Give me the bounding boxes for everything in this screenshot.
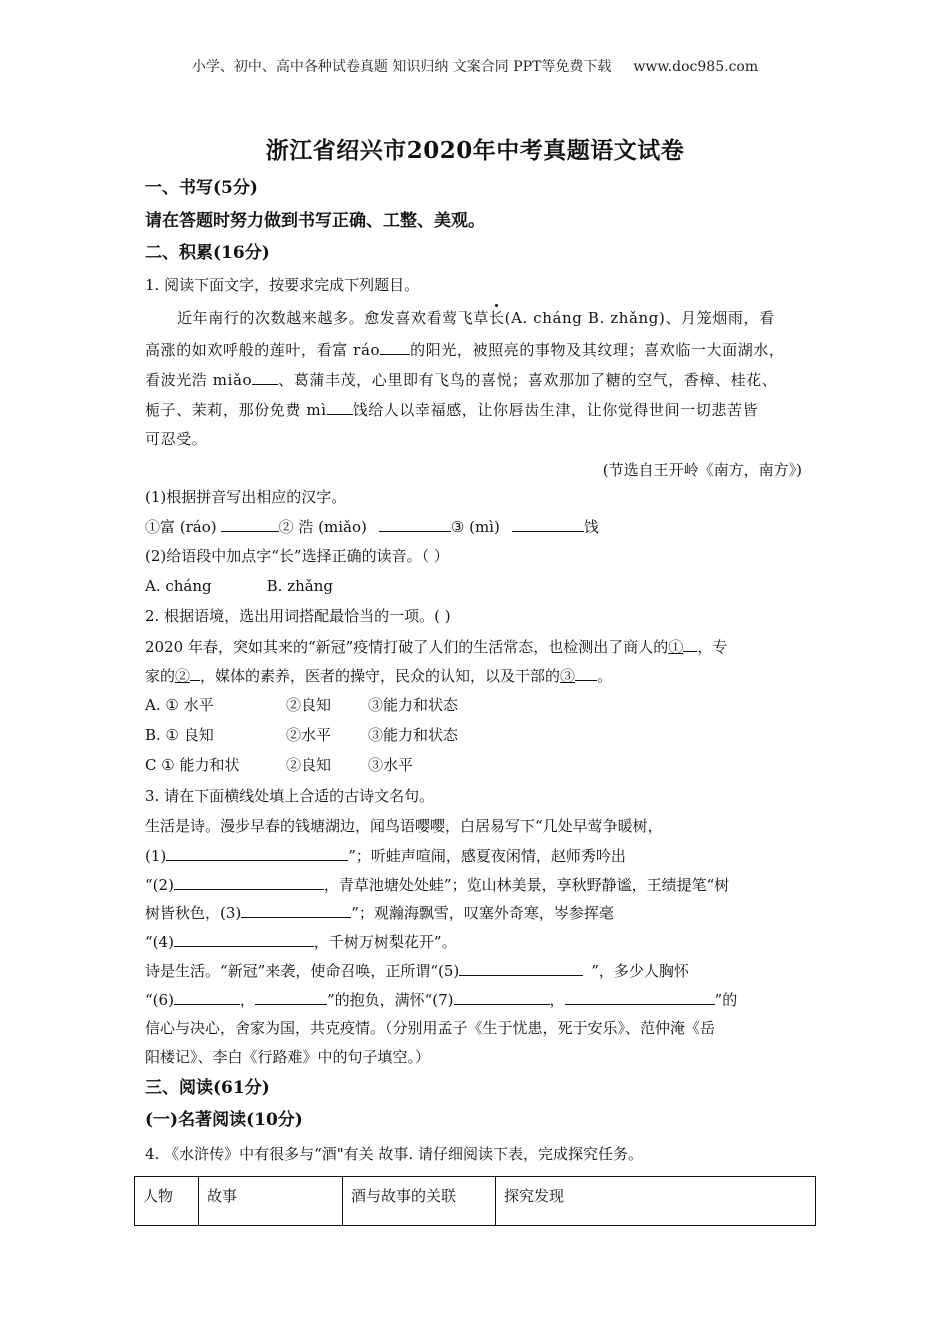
q1-passage-line-2: 高涨的如欢呼般的莲叶，看富 ráo 的阳光，被照亮的事物及其纹理；喜欢临一大面湖水， xyxy=(145,341,785,359)
q2-option-b[interactable]: B. ① 良知 ②水平 ③能力和状态 xyxy=(145,726,459,744)
q2-option-c[interactable]: C ① 能力和状 ②良知 ③水平 xyxy=(145,756,414,774)
header-site-link[interactable]: www.doc985.com xyxy=(633,59,759,75)
blank-1[interactable]: ① xyxy=(668,638,684,656)
q4-prompt: 4. 《水浒传》中有很多与“酒"有关 故事. 请仔细阅读下表，完成探究任务。 xyxy=(145,1145,643,1163)
q3-line-5: “(4) ，千树万树梨花开”。 xyxy=(145,933,457,951)
page-header xyxy=(0,56,950,76)
q3-prompt: 3. 请在下面横线处填上合适的古诗文名句。 xyxy=(145,787,435,805)
section-2-heading: 二、积累(16分) xyxy=(145,243,270,263)
option-b[interactable]: B. zhǎng xyxy=(266,577,333,595)
q1-passage-line-1: 近年南行的次数越来越多。愈发喜欢看莺飞草长(A. cháng B. zhǎng)、月笼烟雨，看 xyxy=(177,309,775,327)
q3-line-6: 诗是生活。“新冠”来袭，使命召唤，正所谓“(5) ”，多少人胸怀 xyxy=(145,962,689,980)
blank-mi[interactable] xyxy=(327,400,353,415)
q2-context-line-1: 2020 年春，突如其来的“新冠”疫情打破了人们的生活常态，也检测出了商人的① ，专 xyxy=(145,638,728,656)
poem-blank-5[interactable] xyxy=(459,961,583,976)
table-header-cell: 故事 xyxy=(199,1177,343,1226)
q1-passage-line-5: 可忍受。 xyxy=(145,430,208,448)
q3-line-9: 阳楼记》、李白《行路难》中的句子填空。） xyxy=(145,1048,431,1066)
exam-title: 浙江省绍兴市2020年中考真题语文试卷 xyxy=(265,137,685,164)
poem-blank-3[interactable] xyxy=(241,903,351,918)
section-3-heading: 三、阅读(61分) xyxy=(145,1078,270,1098)
poem-blank-7b[interactable] xyxy=(565,990,715,1005)
q2-prompt: 2. 根据语境，选出用词搭配最恰当的一项。( ) xyxy=(145,607,451,625)
q1-passage-line-3: 看波光浩 miǎo 、葛蒲丰茂，心里即有飞鸟的喜悦；喜欢那加了糖的空气，香樟、桂花、 xyxy=(145,371,778,389)
q3-line-7: “(6) ， ”的抱负，满怀“(7) ， ”的 xyxy=(145,991,738,1009)
table-header-cell: 探究发现 xyxy=(496,1177,816,1226)
answer-blank-miao[interactable] xyxy=(379,517,451,532)
poem-blank-7a[interactable] xyxy=(454,990,550,1005)
poem-blank-6b[interactable] xyxy=(255,990,327,1005)
table-header-cell: 人物 xyxy=(135,1177,199,1226)
q3-line-1: 生活是诗。漫步早春的钱塘湖边，闻鸟语嘤嘤，白居易写下“几处早莺争暖树， xyxy=(145,817,663,835)
q3-line-2: (1) ”；听蛙声喧闹，感夏夜闲情，赵师秀吟出 xyxy=(145,847,626,865)
q1-sub2-prompt: (2)给语段中加点字“长”选择正确的读音。（ ） xyxy=(145,547,449,565)
q3-line-4: 树皆秋色，(3) ”；观瀚海飘雪，叹塞外奇寒，岑参挥毫 xyxy=(145,904,614,922)
blank-miao[interactable] xyxy=(252,370,278,385)
q2-context-line-2: 家的② ，媒体的素养，医者的操守，民众的认知，以及干部的③ 。 xyxy=(145,667,613,685)
q3-line-3: “(2) ，青草池塘处处蛙”；览山林美景，享秋野静谧，王绩提笔“树 xyxy=(145,876,730,894)
table-header-row xyxy=(135,1177,816,1226)
section-3-sub-heading: (一)名著阅读(10分) xyxy=(145,1110,303,1130)
answer-blank-rao[interactable] xyxy=(221,517,279,532)
answer-blank-mi[interactable] xyxy=(512,517,584,532)
section-1-instruction: 请在答题时努力做到书写正确、工整、美观。 xyxy=(145,211,485,231)
q1-sub1-answers: ①富 (ráo) ② 浩 (miǎo) ③ (mì) 饯 xyxy=(145,518,599,536)
poem-blank-1[interactable] xyxy=(166,846,348,861)
q1-passage-line-4: 栀子、茉莉，那份免费 mì 饯给人以幸福感，让你唇齿生津，让你觉得世间一切悲苦皆 xyxy=(145,401,759,419)
q1-sub2-options xyxy=(145,577,333,595)
blank-2[interactable]: ② xyxy=(175,667,191,685)
option-a[interactable]: A. cháng xyxy=(145,577,212,595)
poem-blank-2[interactable] xyxy=(174,875,324,890)
section-1-heading: 一、书写(5分) xyxy=(145,178,258,198)
q2-option-a[interactable]: A. ① 水平 ②良知 ③能力和状态 xyxy=(145,696,459,714)
q3-line-8: 信心与决心，舍家为国，共克疫情。（分别用孟子《生于忧患，死于安乐》、范仲淹《岳 xyxy=(145,1019,716,1037)
q1-source: (节选自王开岭《南方，南方》) xyxy=(602,461,802,479)
q4-table xyxy=(134,1176,816,1226)
table-header-cell: 酒与故事的关联 xyxy=(343,1177,496,1226)
q1-sub1-prompt: (1)根据拼音写出相应的汉字。 xyxy=(145,488,347,506)
q1-prompt: 1. 阅读下面文字，按要求完成下列题目。 xyxy=(145,276,420,294)
blank-rao[interactable] xyxy=(380,340,410,355)
blank-3[interactable]: ③ xyxy=(560,667,576,685)
poem-blank-6a[interactable] xyxy=(174,990,240,1005)
header-banner: 小学、初中、高中各种试卷真题 知识归纳 文案合同 PPT等免费下载 xyxy=(191,59,612,75)
dotted-char-chang: 长 xyxy=(489,309,505,327)
poem-blank-4[interactable] xyxy=(174,932,314,947)
